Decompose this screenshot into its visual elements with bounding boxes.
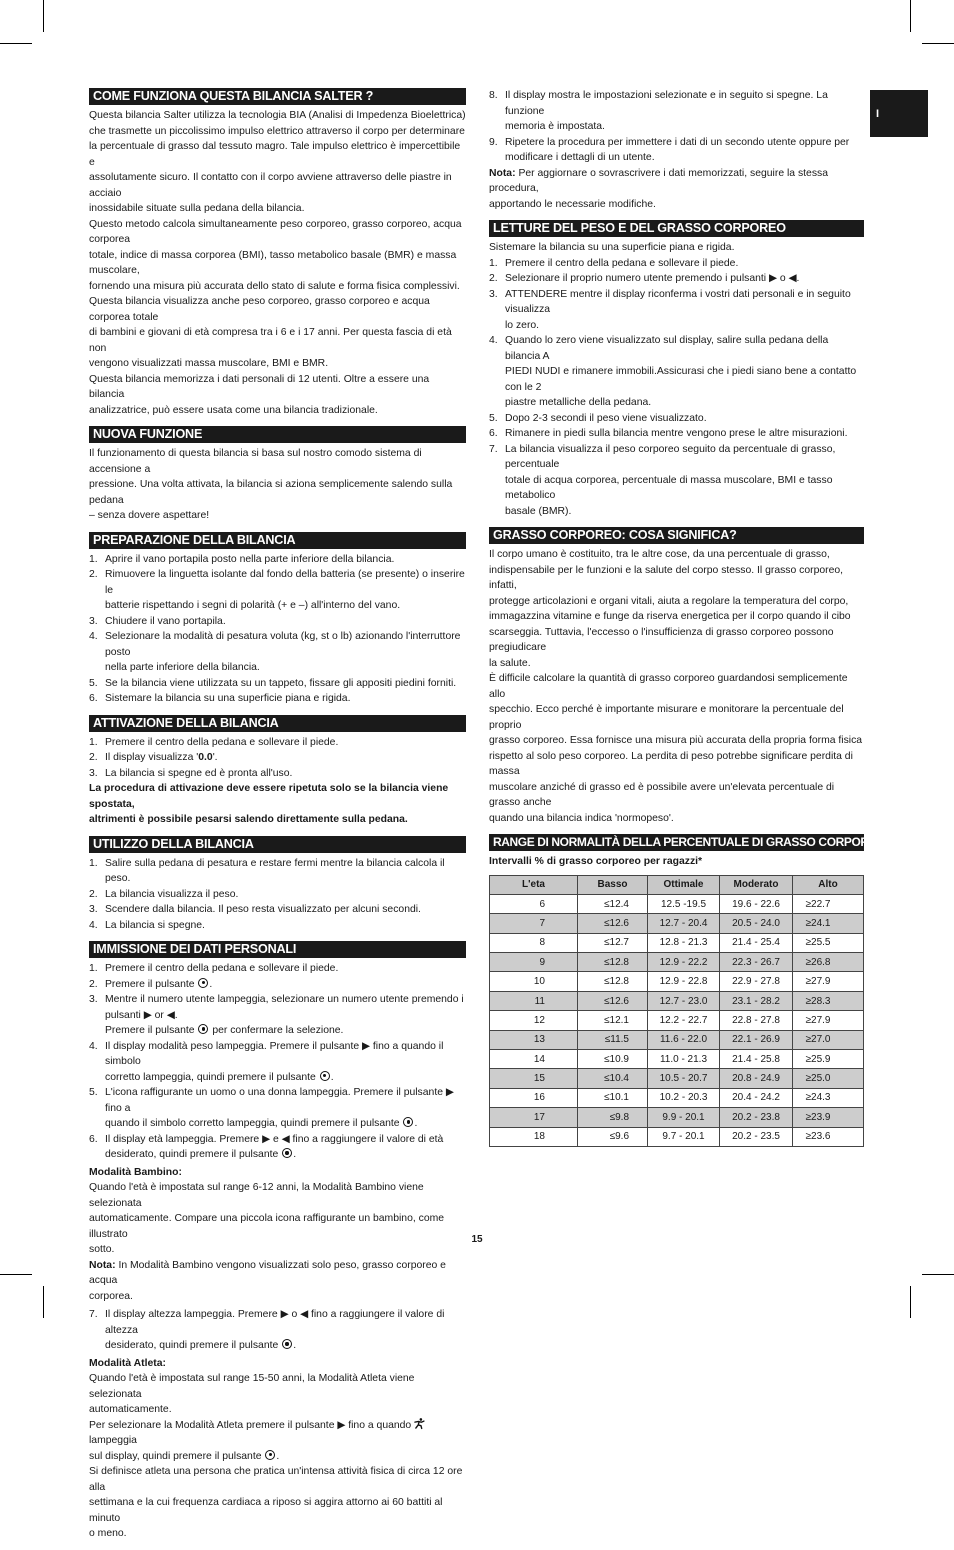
table-row (490, 1088, 864, 1107)
table-cell: 12 (490, 1011, 578, 1030)
table-cell: ≤12.8 (578, 972, 648, 991)
text-line: che trasmette un piccolissimo impulso elettrico attraverso il corpo per determinare (89, 125, 465, 137)
list-item: 2. La bilancia visualizza il peso. (89, 888, 239, 900)
list-item (89, 676, 466, 692)
note: Nota: Per aggiornare o sovrascrivere i dati memorizzati, seguire la stessa procedura, (489, 167, 828, 194)
list-item: 4. La bilancia si spegne. (89, 919, 205, 931)
section-body-fat (489, 527, 864, 826)
table-cell: 12.9 - 22.8 (648, 972, 720, 991)
table-cell: 6 (490, 894, 578, 913)
text-line: Quando l'età è impostata sul range 15-50 anni, la Modalità Atleta viene selezionata (89, 1373, 415, 1400)
section-usage (89, 836, 466, 934)
athlete-icon (414, 1420, 425, 1431)
text-line: rispetto al solo peso corporeo. La perdita di peso potrebbe significare perdita di massa (489, 750, 853, 777)
list-item: 1. Premere il centro della pedana e sollevare il piede. (89, 736, 339, 748)
table-cell: 16 (490, 1088, 578, 1107)
section-heading: PREPARAZIONE DELLA BILANCIA (89, 532, 466, 549)
step-text: La bilancia si spegne ed è pronta all'uso. (105, 767, 293, 779)
table-cell: 10.2 - 20.3 (648, 1088, 720, 1107)
text-line: automaticamente. Compare una piccola icona raffigurante un bambino, come illustrato (89, 1213, 445, 1240)
text-line: o meno. (89, 1528, 127, 1539)
table-cell: ≤10.9 (578, 1050, 648, 1069)
right-column (489, 88, 886, 1155)
list-item: 4. Il display modalità peso lampeggia. Premere il pulsante ▶ fino a quando il simbolo corretto lampeggia, quindi premere il pulsante . (89, 1040, 444, 1083)
table-cell: 23.1 - 28.2 (720, 991, 793, 1010)
text-line: È difficile calcolare la quantità di grasso corporeo guardandosi semplicemente allo (489, 673, 848, 700)
section-preparation (89, 532, 466, 707)
list-item (89, 552, 466, 568)
list-item: 2. Premere il pulsante . (89, 978, 213, 990)
table-cell: 12.7 - 23.0 (648, 991, 720, 1010)
list-item: 7. La bilancia visualizza il peso corporeo seguito da percentuale di grasso, percentuale totale di acqua corporea, percentuale di massa muscolare, BMI e tasso metabolico basale (BMR). (489, 443, 836, 517)
table-cell: 12.8 - 21.3 (648, 933, 720, 952)
table-cell: ≤10.1 (578, 1088, 648, 1107)
crop-mark (922, 43, 954, 44)
list-item: 3. La bilancia si spegne ed è pronta all'uso. (89, 767, 293, 779)
section-heading: LETTURE DEL PESO E DEL GRASSO CORPOREO (489, 220, 864, 237)
section-weight-reading (489, 220, 864, 519)
text-line: inossidabile situate sulla pedana della bilancia. (89, 203, 305, 214)
list-item: 1. Premere il centro della pedana e sollevare il piede. (89, 963, 339, 974)
table-cell: 11.6 - 22.0 (648, 1030, 720, 1049)
text-line: pressione. Una volta attivata, la bilancia si aziona semplicemente salendo sulla pedana (89, 479, 453, 506)
step-number: 2. (89, 569, 98, 580)
text-line: sotto. (89, 1244, 115, 1255)
subheading: Modalità Atleta: (89, 1357, 166, 1369)
crop-mark (43, 0, 44, 32)
section-heading: GRASSO CORPOREO: COSA SIGNIFICA? (489, 527, 864, 544)
section-new-feature (89, 426, 466, 524)
list-item: 6. Il display età lampeggia. Premere ▶ e ◀ fino a raggiungere il valore di età desiderato, quindi premere il pulsante . (89, 1133, 444, 1160)
language-tab-label: I (876, 108, 880, 120)
step-number: 1. (89, 553, 98, 565)
table-cell: 18 (490, 1127, 578, 1146)
table-cell: 12.2 - 22.7 (648, 1011, 720, 1030)
step-list (489, 88, 864, 166)
table-cell: ≤12.6 (578, 991, 648, 1010)
section-heading: IMMISSIONE DEI DATI PERSONALI (89, 941, 466, 958)
list-item: 3. ATTENDERE mentre il display riconferma i vostri dati personali e in seguito visualizza lo zero. (489, 288, 851, 331)
page-number: 15 (471, 1234, 483, 1245)
table-cell: 17 (490, 1108, 578, 1127)
list-item: 9. Ripetere la procedura per immettere i dati di un secondo utente oppure per modificare i dettagli di un utente. (489, 136, 850, 163)
section-heading: RANGE DI NORMALITÀ DELLA PERCENTUALE DI GRASSO CORPOREO (489, 834, 864, 851)
text-line: Sistemare la bilancia su una superficie piana e rigida. (489, 242, 735, 253)
crop-mark (910, 1286, 911, 1318)
section-heading: COME FUNZIONA QUESTA BILANCIA SALTER ? (89, 88, 466, 105)
text-line: indispensabile per le funzioni e la salute del corpo stesso. Il grasso corporeo, infatti, (489, 564, 844, 591)
list-item (89, 691, 466, 707)
table-cell: ≥23.6 (793, 1127, 864, 1146)
body-fat-table (489, 875, 864, 1147)
table-cell: ≤12.7 (578, 933, 648, 952)
column-header: Alto (793, 875, 864, 894)
table-cell: 12.9 - 22.2 (648, 953, 720, 972)
text-line: fornendo una misura più accurata dello stato di salute e forma fisica complessivi. (89, 280, 460, 292)
table-cell: ≥26.8 (793, 953, 864, 972)
table-cell: 21.4 - 25.4 (720, 933, 793, 952)
table-cell: 7 (490, 914, 578, 933)
set-button-icon (282, 1148, 292, 1158)
bold-note: altrimenti è possibile pesarsi salendo direttamente sulla pedana. (89, 814, 408, 825)
table-row (490, 953, 864, 972)
crop-mark (0, 43, 32, 44)
section-heading: NUOVA FUNZIONE (89, 426, 466, 443)
subheading: Modalità Bambino: (89, 1166, 182, 1178)
step-list (89, 856, 466, 934)
step-list (489, 256, 864, 520)
table-cell: ≤12.4 (578, 894, 648, 913)
list-item: 4. Quando lo zero viene visualizzato sul display, salire sulla pedana della bilancia A PIEDI NUDI e rimanere immobili.Assicurasi che i piedi siano bene a contatto con le 2 piastre metalliche della pedana. (489, 335, 857, 408)
table-cell: ≤11.5 (578, 1030, 648, 1049)
text-line: Questo metodo calcola simultaneamente peso corporeo, grasso corporeo, acqua corporea (89, 218, 462, 245)
step-text: Chiudere il vano portapila. (105, 615, 226, 627)
step-text: Rimuovere la linguetta isolante dal fondo della batteria (se presente) o inserire le (105, 569, 465, 596)
step-list (89, 1307, 466, 1354)
table-cell: 11.0 - 21.3 (648, 1050, 720, 1069)
table-cell: ≥25.9 (793, 1050, 864, 1069)
text-line: Questa bilancia visualizza anche peso corporeo, grasso corporeo e acqua corporea totale (89, 296, 430, 323)
left-column (89, 88, 466, 1550)
text-line: la percentuale di grasso dal tessuto magro. Tale impulso elettrico è impercettibile e (89, 141, 461, 168)
section-continued-steps (489, 88, 864, 212)
step-list (89, 961, 466, 1163)
step-number: 4. (89, 631, 98, 642)
column-header: Ottimale (648, 875, 720, 894)
table-cell: ≥28.3 (793, 991, 864, 1010)
set-button-icon (282, 1339, 292, 1349)
table-cell: 22.1 - 26.9 (720, 1030, 793, 1049)
table-cell: ≥25.5 (793, 933, 864, 952)
table-header-row (490, 875, 864, 894)
table-cell: 10.5 - 20.7 (648, 1069, 720, 1088)
table-subtitle: Intervalli % di grasso corporeo per ragazzi* (489, 856, 703, 867)
table-cell: 21.4 - 25.8 (720, 1050, 793, 1069)
step-text: Selezionare la modalità di pesatura voluta (kg, st o lb) azionando l'interruttore posto (105, 631, 461, 658)
section-body (89, 108, 466, 418)
list-item: 7. Il display altezza lampeggia. Premere ▶ o ◀ fino a raggiungere il valore di altezza desiderato, quindi premere il pulsante . (89, 1309, 445, 1351)
text-line: la salute. (489, 657, 531, 669)
table-cell: ≤12.1 (578, 1011, 648, 1030)
text-line: Si definisce atleta una persona che pratica un'intensa attività fisica di circa 12 ore alla (89, 1466, 463, 1493)
display-value: 0.0 (198, 752, 213, 763)
list-item (89, 614, 466, 630)
table-cell: 22.8 - 27.8 (720, 1011, 793, 1030)
step-number: 5. (89, 677, 98, 689)
table-row (490, 1108, 864, 1127)
step-number: 6. (89, 693, 98, 704)
table-cell: ≤9.8 (578, 1108, 648, 1127)
text-line: immagazzina vitamine e funge da riserva energetica per il corpo quando il cibo (489, 611, 851, 622)
list-item: 2. Selezionare il proprio numero utente premendo i pulsanti ▶ o ◀. (489, 273, 800, 284)
table-cell: 10 (490, 972, 578, 991)
text-line: – senza dovere aspettare! (89, 510, 210, 521)
table-cell: ≥23.9 (793, 1108, 864, 1127)
table-row (490, 914, 864, 933)
text-line: grasso corporeo. Essa fornisce una misura più accurata della propria forma fisica (489, 735, 863, 746)
text-line: vengono visualizzati massa muscolare, BMI e BMR. (89, 358, 329, 369)
table-cell: 20.2 - 23.8 (720, 1108, 793, 1127)
list-item: 3. Scendere dalla bilancia. Il peso resta visualizzato per alcuni secondi. (89, 904, 421, 915)
set-button-icon (265, 1450, 275, 1460)
text-line: quando una bilancia indica 'normopeso'. (489, 812, 674, 824)
text-line: settimana e la cui frequenza cardiaca a riposo si aggira attorno ai 60 battiti al minuto (89, 1497, 443, 1524)
column-header: Basso (578, 875, 648, 894)
crop-mark (910, 0, 911, 32)
step-text: Premere il centro della pedana e sollevare il piede. (105, 736, 339, 748)
step-text: Se la bilancia viene utilizzata su un tappeto, fissare gli appositi piedini forniti. (105, 677, 457, 689)
step-text: Aprire il vano portapila posto nella parte inferiore della bilancia. (105, 553, 395, 565)
table-cell: 14 (490, 1050, 578, 1069)
list-item: 1. Premere il centro della pedana e sollevare il piede. (489, 257, 739, 269)
step-text: batterie rispettando i segni di polarità (+ e –) all'interno del vano. (105, 600, 401, 611)
table-row (490, 1069, 864, 1088)
note: Nota: In Modalità Bambino vengono visualizzati solo peso, grasso corporeo e acqua (89, 1259, 446, 1286)
text-line: assolutamente sicuro. Il contatto con il corpo avviene attraverso delle piastre in acciaio (89, 172, 452, 199)
text-line: protegge articolazioni e organi vitali, aiuta a regolare la temperatura del corpo, (489, 595, 849, 607)
text-line: di bambini e giovani di età compresa tra i 6 e i 17 anni. Per questa fascia di età non (89, 327, 452, 354)
table-cell: 12.5 -19.5 (648, 894, 720, 913)
table-cell: 11 (490, 991, 578, 1010)
list-item (89, 567, 466, 614)
section-activation (89, 715, 466, 828)
section-fat-range (489, 834, 886, 1147)
text-line: Per selezionare la Modalità Atleta premere il pulsante ▶ fino a quando lampeggia (89, 1418, 466, 1449)
list-item: 6. Rimanere in piedi sulla bilancia mentre vengono prese le altre misurazioni. (489, 428, 848, 439)
table-cell: 13 (490, 1030, 578, 1049)
list-item: 2. Il display visualizza '0.0'. (89, 752, 218, 763)
table-row (490, 933, 864, 952)
table-row (490, 1011, 864, 1030)
table-row (490, 1050, 864, 1069)
table-cell: ≥22.7 (793, 894, 864, 913)
column-header: Moderato (720, 875, 793, 894)
table-cell: ≥25.0 (793, 1069, 864, 1088)
crop-mark (922, 1274, 954, 1275)
table-row (490, 991, 864, 1010)
text-line: specchio. Ecco perché è importante misurare e monitorare la percentuale del proprio (489, 704, 844, 731)
table-row (490, 972, 864, 991)
set-button-icon (198, 1024, 208, 1034)
crop-mark (0, 1274, 32, 1275)
table-cell: 19.6 - 22.6 (720, 894, 793, 913)
list-item: 5. Dopo 2-3 secondi il peso viene visualizzato. (489, 412, 707, 424)
bold-note: La procedura di attivazione deve essere ripetuta solo se la bilancia viene spostata, (89, 783, 449, 810)
table-cell: 15 (490, 1069, 578, 1088)
text-line: Quando l'età è impostata sul range 6-12 anni, la Modalità Bambino viene selezionata (89, 1182, 424, 1209)
set-button-icon (403, 1117, 413, 1127)
table-body (490, 894, 864, 1146)
table-cell: 20.2 - 23.5 (720, 1127, 793, 1146)
text-line: Questa bilancia Salter utilizza la tecnologia BIA (Analisi di Impedenza Bioelettrica) (89, 110, 466, 121)
list-item: 3. Mentre il numero utente lampeggia, selezionare un numero utente premendo i pulsanti ▶ or ◀. Premere il pulsante per confermare la selezione. (89, 994, 464, 1036)
text-line: corporea. (89, 1290, 133, 1302)
list-item (89, 629, 466, 676)
section-heading: UTILIZZO DELLA BILANCIA (89, 836, 466, 853)
language-tab (870, 90, 928, 137)
column-header: L'eta (490, 875, 578, 894)
table-cell: ≥27.9 (793, 972, 864, 991)
table-cell: 22.3 - 26.7 (720, 953, 793, 972)
text-line: totale, indice di massa corporea (BMI), tasso metabolico basale (BMR) e massa muscolare, (89, 249, 457, 276)
step-list (89, 735, 466, 782)
section-heading: ATTIVAZIONE DELLA BILANCIA (89, 715, 466, 732)
step-list (89, 552, 466, 707)
set-button-icon (198, 978, 208, 988)
table-cell: ≥27.9 (793, 1011, 864, 1030)
set-button-icon (320, 1071, 330, 1081)
text-line: apportando le necessarie modifiche. (489, 198, 656, 210)
table-row (490, 894, 864, 913)
text-line: automaticamente. (89, 1404, 172, 1415)
text-line: Il corpo umano è costituito, tra le altre cose, da una percentuale di grasso, (489, 549, 830, 560)
step-text: nella parte inferiore della bilancia. (105, 662, 260, 673)
table-cell: 9 (490, 953, 578, 972)
table-row (490, 1030, 864, 1049)
table-cell: 20.4 - 24.2 (720, 1088, 793, 1107)
text-line: Il funzionamento di questa bilancia si basa sul nostro comodo sistema di accensione a (89, 448, 422, 475)
table-cell: ≤9.6 (578, 1127, 648, 1146)
table-cell: 9.7 - 20.1 (648, 1127, 720, 1146)
text-line: sul display, quindi premere il pulsante . (89, 1450, 280, 1462)
step-text: Il display visualizza ' (105, 752, 199, 763)
step-number: 3. (89, 615, 98, 627)
table-cell: ≥24.1 (793, 914, 864, 933)
table-cell: ≤12.6 (578, 914, 648, 933)
step-text: Sistemare la bilancia su una superficie piana e rigida. (105, 693, 351, 704)
text-line: analizzatrice, può essere usata come una bilancia tradizionale. (89, 404, 378, 416)
section-how-it-works (89, 88, 466, 418)
list-item: 1. Salire sulla pedana di pesatura e restare fermi mentre la bilancia calcola il peso. (89, 857, 445, 884)
text-line: Questa bilancia memorizza i dati personali di 12 utenti. Oltre a essere una bilancia (89, 373, 430, 400)
table-cell: 20.8 - 24.9 (720, 1069, 793, 1088)
table-cell: 9.9 - 20.1 (648, 1108, 720, 1127)
table-cell: ≥27.0 (793, 1030, 864, 1049)
list-item: 8. Il display mostra le impostazioni selezionate e in seguito si spegne. La funzione memoria è impostata. (489, 90, 828, 132)
list-item: 5. L'icona raffigurante un uomo o una donna lampeggia. Premere il pulsante ▶ fino a quando il simbolo corretto lampeggia, quindi premere il pulsante . (89, 1087, 454, 1129)
table-cell: ≤12.8 (578, 953, 648, 972)
table-cell: 20.5 - 24.0 (720, 914, 793, 933)
table-row (490, 1127, 864, 1146)
crop-mark (43, 1286, 44, 1318)
text-line: muscolare anziché di grasso ed è possibile avere un'elevata percentuale di grasso anche (489, 781, 835, 808)
table-cell: ≤10.4 (578, 1069, 648, 1088)
table-cell: ≥24.3 (793, 1088, 864, 1107)
table-cell: 8 (490, 933, 578, 952)
table-cell: 12.7 - 20.4 (648, 914, 720, 933)
text-line: scarseggia. Tuttavia, l'eccesso o l'insufficienza di grasso corporeo possono pregiudicare (489, 626, 834, 653)
table-cell: 22.9 - 27.8 (720, 972, 793, 991)
